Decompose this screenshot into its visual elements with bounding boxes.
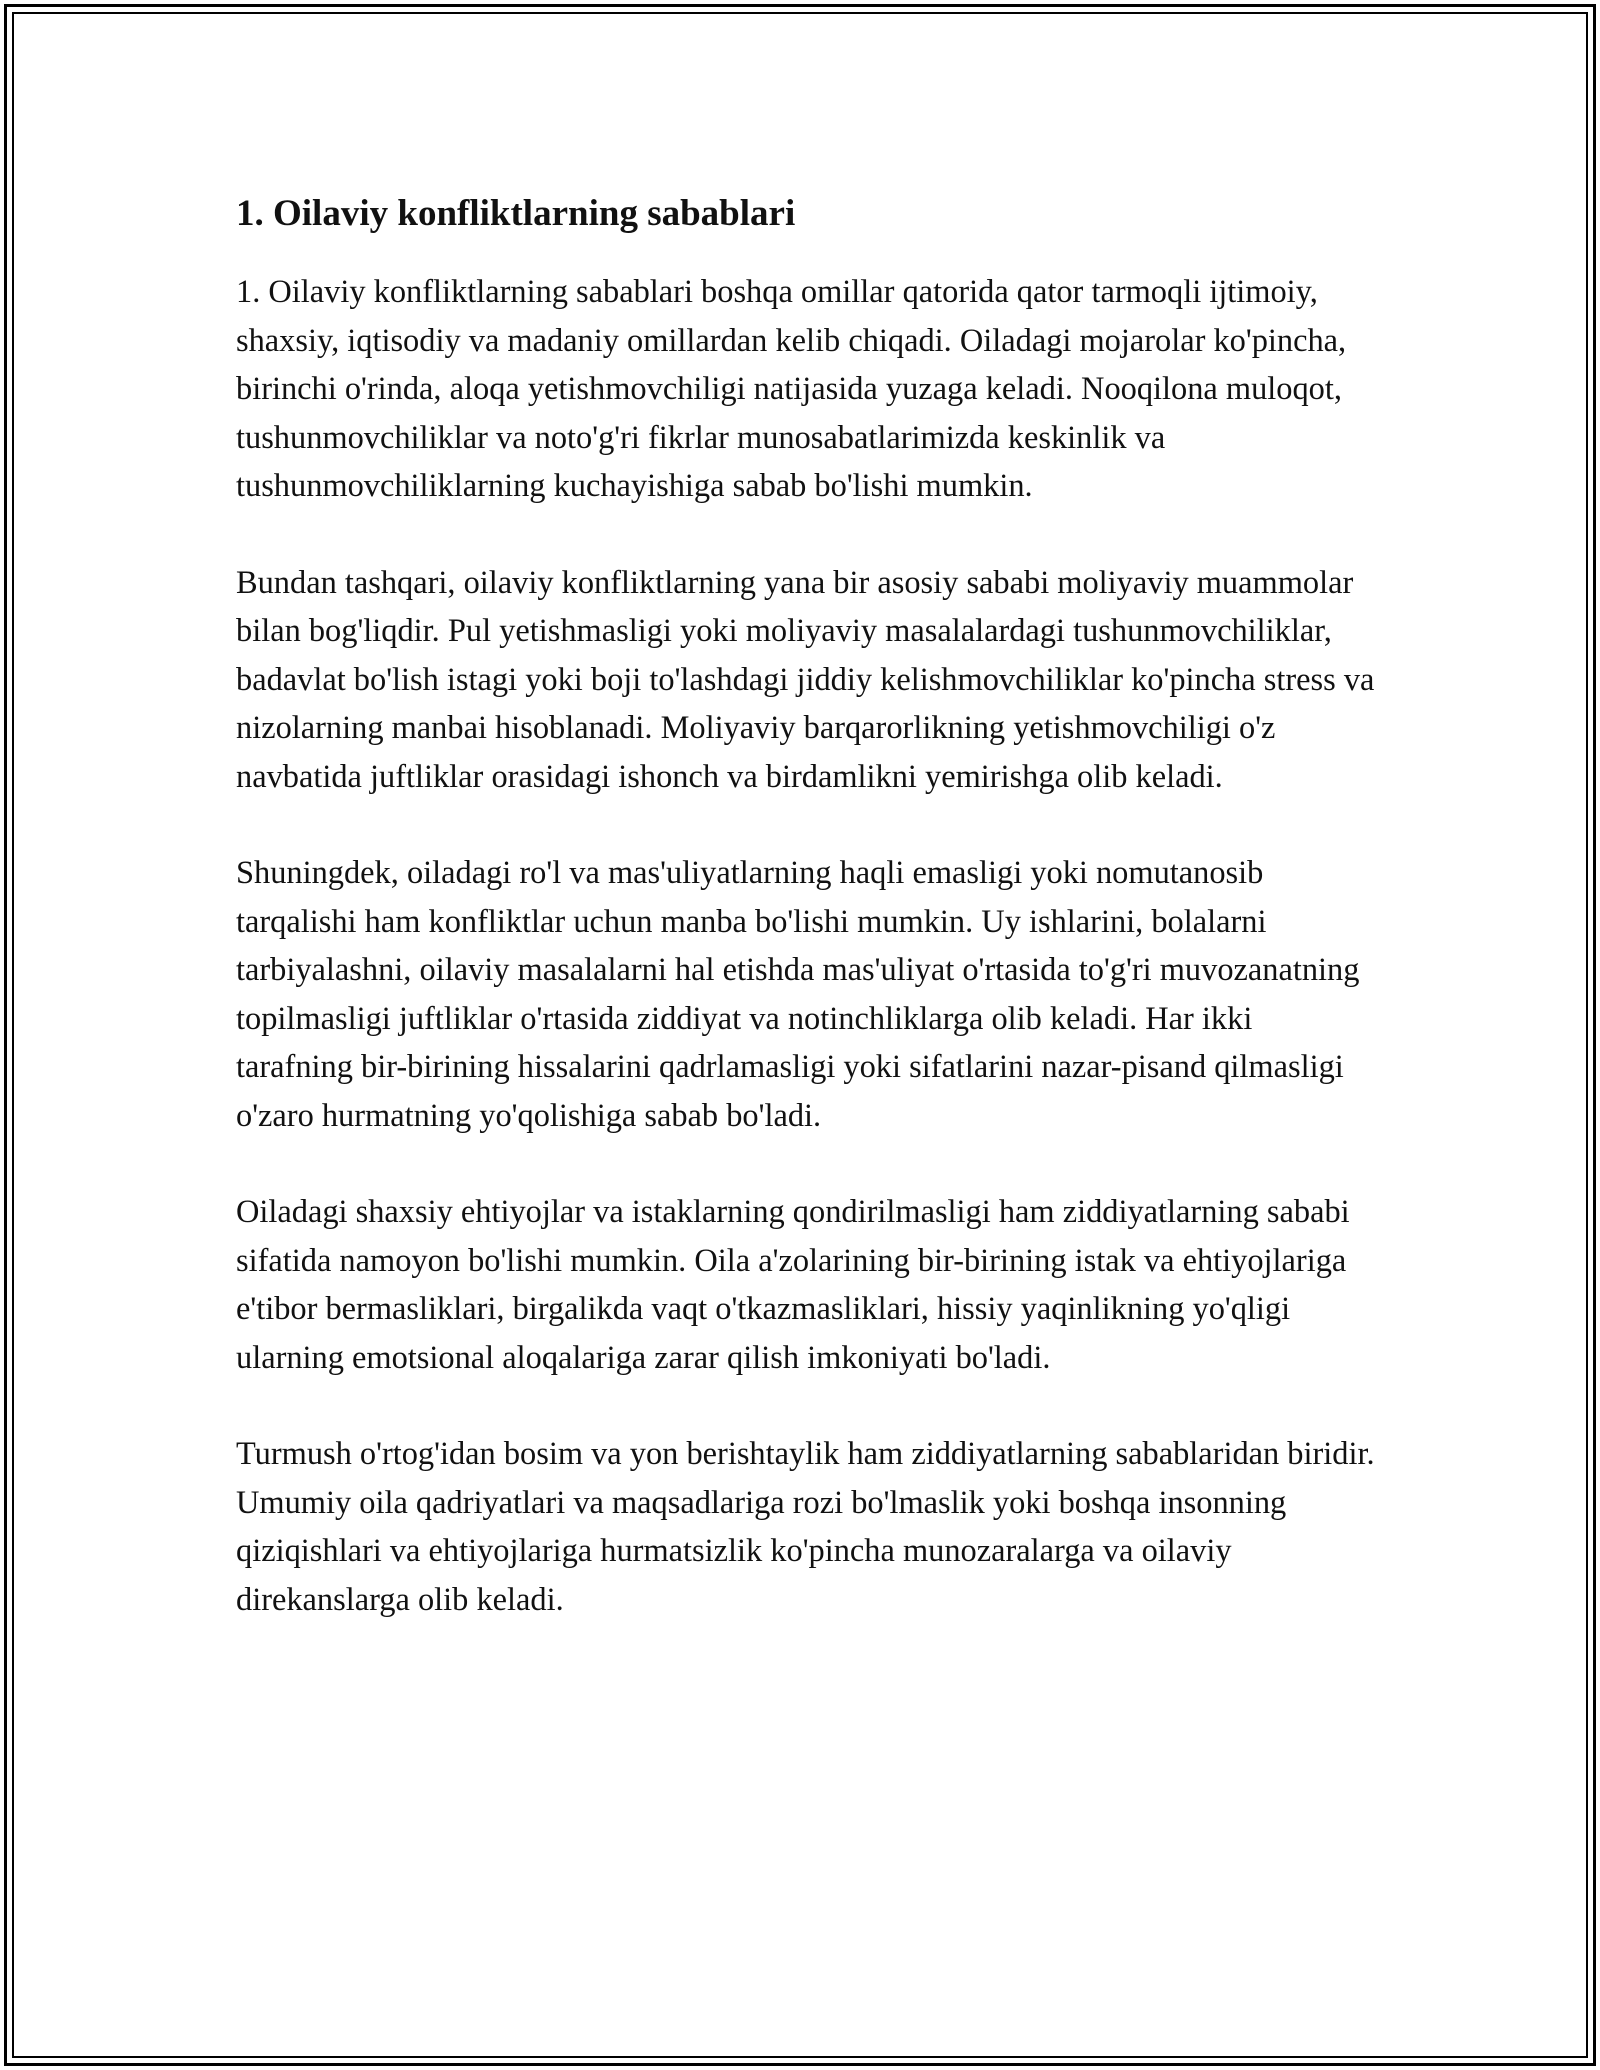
- paragraph-1: 1. Oilaviy konfliktlarning sabablari boshqa omillar qatorida qator tarmoqli ijtimoiy, shaxsiy, iqtisodiy va madaniy omillardan kelib chiqadi. Oiladagi mojarolar ko'pincha, birinchi o'rinda, aloqa yetishmovchiligi natijasida yuzaga keladi. Nooqilona muloqot, tushunmovchiliklar va noto'g'ri fikrlar munosabatlarimizda keskinlik va tushunmovchiliklarning kuchayishiga sabab bo'lishi mumkin.: [236, 274, 1347, 504]
- paragraph-4: Oiladagi shaxsiy ehtiyojlar va istaklarning qondirilmasligi ham ziddiyatlarning sababi sifatida namoyon bo'lishi mumkin. Oila a'zolarining bir-birining istak va ehtiyojlariga e'tibor bermasliklari, birgalikda vaqt o'tkazmasliklari, hissiy yaqinlikning yo'qligi ularning emotsional aloqalariga zarar qilish imkoniyati bo'ladi.: [236, 1194, 1350, 1376]
- paragraph-2: Bundan tashqari, oilaviy konfliktlarning yana bir asosiy sababi moliyaviy muammolar bilan bog'liqdir. Pul yetishmasligi yoki moliyaviy masalalardagi tushunmovchiliklar, badavlat bo'lish istagi yoki boji to'lashdagi jiddiy kelishmovchiliklar ko'pincha stress va nizolarning manbai hisoblanadi. Moliyaviy barqarorlikning yetishmovchiligi o'z navbatida juftliklar orasidagi ishonch va birdamlikni yemirishga olib keladi.: [236, 564, 1375, 795]
- section-heading: 1. Oilaviy konfliktlarning sabablari: [236, 193, 796, 234]
- paragraph-3: Shuningdek, oiladagi ro'l va mas'uliyatlarning haqli emasligi yoki nomutanosib tarqalishi ham konfliktlar uchun manba bo'lishi mumkin. Uy ishlarini, bolalarni tarbiyalashni, oilaviy masalalarni hal etishda mas'uliyat o'rtasida to'g'ri muvozanatning topilmasligi juftliklar o'rtasida ziddiyat va notinchliklarga olib keladi. Har ikki tarafning bir-birining hissalarini qadrlamasligi yoki sifatlarini nazar-pisand qilmasligi o'zaro hurmatning yo'qolishiga sabab bo'ladi.: [236, 855, 1360, 1134]
- document-body: [236, 186, 1376, 1624]
- paragraph-5: Turmush o'rtog'idan bosim va yon berishtaylik ham ziddiyatlarning sabablaridan biridir. Umumiy oila qadriyatlari va maqsadlariga rozi bo'lmaslik yoki boshqa insonning qiziqishlari va ehtiyojlariga hurmatsizlik ko'pincha munozaralarga va oilaviy direkanslarga olib keladi.: [236, 1436, 1375, 1618]
